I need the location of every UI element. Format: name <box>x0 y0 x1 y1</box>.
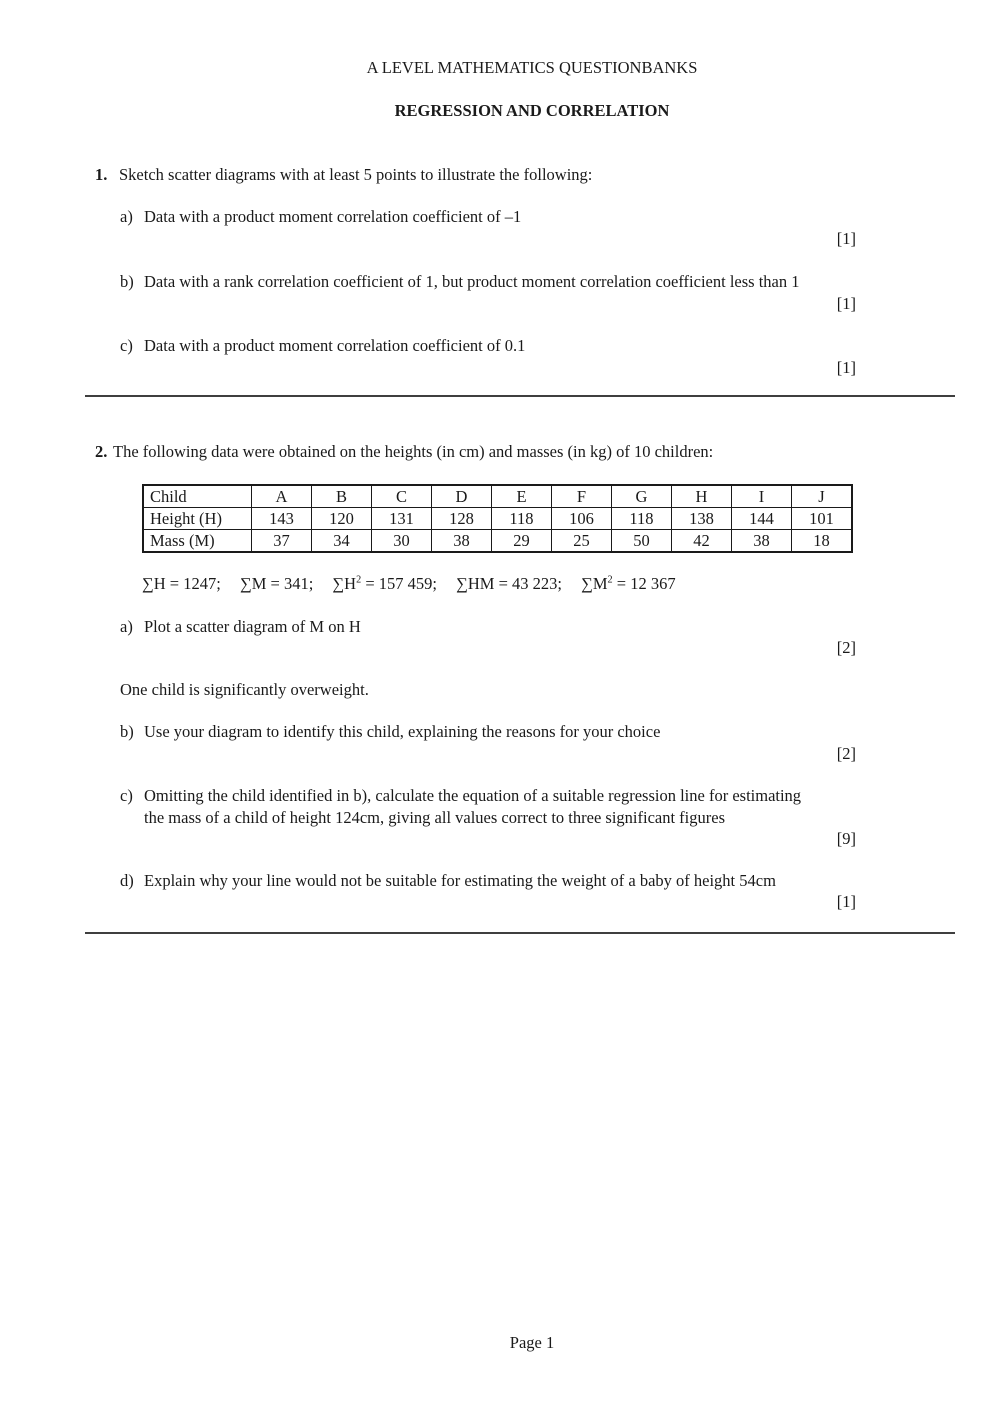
question-2 <box>95 441 713 463</box>
summation-line <box>142 573 676 595</box>
q1-part-a <box>120 206 521 228</box>
sum-H-squared-exponent: 2 <box>356 574 362 586</box>
q2-part-d-label: d) <box>120 871 134 890</box>
data-cell: 38 <box>732 530 792 553</box>
table-row <box>143 485 852 508</box>
q2-part-d-marks: [1] <box>836 892 856 911</box>
q2-part-a <box>120 616 361 638</box>
data-cell: E <box>492 485 552 508</box>
data-cell: J <box>792 485 853 508</box>
sum-H: ∑H = 1247; <box>142 574 221 593</box>
q2-part-c-text <box>144 785 801 829</box>
sum-M-squared-base: ∑M <box>581 574 608 593</box>
q1-part-b-marks: [1] <box>836 294 856 313</box>
question-1-prompt: Sketch scatter diagrams with at least 5 points to illustrate the following: <box>119 165 593 184</box>
data-cell: 138 <box>672 508 732 530</box>
row-header-cell: Height (H) <box>143 508 252 530</box>
q1-part-a-label: a) <box>120 207 133 226</box>
data-cell: 144 <box>732 508 792 530</box>
data-cell: H <box>672 485 732 508</box>
data-cell: 25 <box>552 530 612 553</box>
data-cell: 101 <box>792 508 853 530</box>
children-table-body <box>143 485 852 552</box>
page-subtitle: REGRESSION AND CORRELATION <box>394 101 670 120</box>
data-cell: 38 <box>432 530 492 553</box>
question-2-prompt: The following data were obtained on the heights (in cm) and masses (in kg) of 10 children: <box>113 442 714 461</box>
q1-part-c-marks: [1] <box>836 358 856 377</box>
data-cell: 131 <box>372 508 432 530</box>
data-cell: A <box>252 485 312 508</box>
sum-H-squared <box>332 574 437 593</box>
page-number: Page 1 <box>509 1333 555 1352</box>
q2-part-b-label: b) <box>120 722 134 741</box>
q1-part-c <box>120 335 525 357</box>
q2-part-c <box>120 785 801 829</box>
sum-HM: ∑HM = 43 223; <box>456 574 562 593</box>
q2-part-c-line1: Omitting the child identified in b), calculate the equation of a suitable regression line for estimating <box>144 786 802 805</box>
row-header-cell: Mass (M) <box>143 530 252 553</box>
q2-part-a-text: Plot a scatter diagram of M on H <box>144 617 361 636</box>
data-cell: 128 <box>432 508 492 530</box>
sum-H-squared-value: = 157 459; <box>361 574 437 593</box>
question-2-number: 2. <box>95 442 108 461</box>
data-cell: 118 <box>492 508 552 530</box>
q2-part-b <box>120 721 660 743</box>
question-1 <box>95 164 592 186</box>
data-cell: 120 <box>312 508 372 530</box>
data-cell: 18 <box>792 530 853 553</box>
table-row <box>143 530 852 553</box>
sum-M: ∑M = 341; <box>239 574 314 593</box>
q2-part-a-marks: [2] <box>836 638 856 657</box>
data-cell: 29 <box>492 530 552 553</box>
question-1-number: 1. <box>95 165 108 184</box>
q1-part-c-label: c) <box>120 336 133 355</box>
data-cell: 37 <box>252 530 312 553</box>
q1-part-b-label: b) <box>120 272 134 291</box>
sum-M-squared-value: = 12 367 <box>612 574 676 593</box>
data-cell: 42 <box>672 530 732 553</box>
overweight-note: One child is significantly overweight. <box>120 680 369 699</box>
page-title: A LEVEL MATHEMATICS QUESTIONBANKS <box>366 58 698 77</box>
data-cell: 143 <box>252 508 312 530</box>
data-cell: 106 <box>552 508 612 530</box>
sum-M-squared <box>581 574 675 593</box>
q2-part-c-line2: the mass of a child of height 124cm, giving all values correct to three significant figures <box>144 808 725 827</box>
q2-part-b-marks: [2] <box>836 744 856 763</box>
children-data-table <box>142 484 853 553</box>
q1-part-a-marks: [1] <box>836 229 856 248</box>
q1-part-b-text: Data with a rank correlation coefficient of 1, but product moment correlation coefficient less than 1 <box>144 272 800 291</box>
data-cell: I <box>732 485 792 508</box>
row-header-cell: Child <box>143 485 252 508</box>
data-cell: 50 <box>612 530 672 553</box>
q2-part-b-text: Use your diagram to identify this child, explaining the reasons for your choice <box>144 722 661 741</box>
q2-part-a-label: a) <box>120 617 133 636</box>
section-divider-bottom <box>85 932 955 934</box>
data-cell: 30 <box>372 530 432 553</box>
data-cell: G <box>612 485 672 508</box>
data-cell: B <box>312 485 372 508</box>
data-cell: 34 <box>312 530 372 553</box>
sum-H-squared-base: ∑H <box>332 574 357 593</box>
q1-part-a-text: Data with a product moment correlation coefficient of –1 <box>144 207 522 226</box>
data-cell: F <box>552 485 612 508</box>
section-divider <box>85 395 955 397</box>
q2-part-d-text: Explain why your line would not be suitable for estimating the weight of a baby of height 54cm <box>144 871 776 890</box>
data-cell: 118 <box>612 508 672 530</box>
q1-part-c-text: Data with a product moment correlation coefficient of 0.1 <box>144 336 526 355</box>
data-cell: C <box>372 485 432 508</box>
q2-part-c-label: c) <box>120 786 133 805</box>
q2-part-c-marks: [9] <box>836 829 856 848</box>
q1-part-b <box>120 271 800 293</box>
data-cell: D <box>432 485 492 508</box>
sum-M-squared-exponent: 2 <box>607 574 613 586</box>
table-row <box>143 508 852 530</box>
q2-part-d <box>120 870 776 892</box>
